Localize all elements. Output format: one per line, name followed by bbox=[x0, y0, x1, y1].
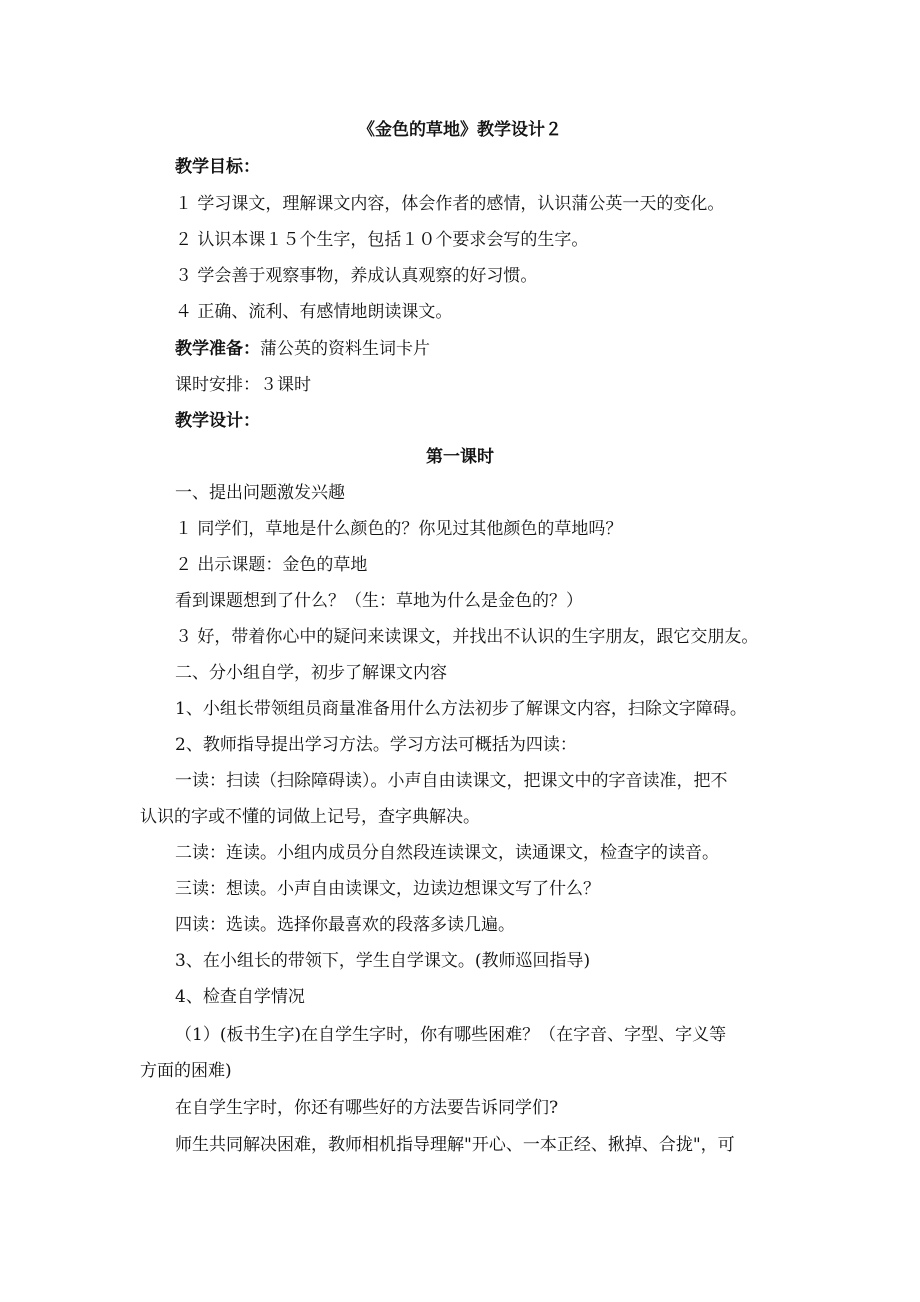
lesson-line: １ 同学们，草地是什么颜色的？你见过其他颜色的草地吗？ bbox=[175, 519, 623, 539]
goal-item: ２ 认识本课１５个生字，包括１０个要求会写的生字。 bbox=[175, 230, 589, 250]
lesson-line: 二读：连读。小组内成员分自然段连读课文，读通课文，检查字的读音。 bbox=[175, 843, 719, 863]
lesson-line: 看到课题想到了什么？（生：草地为什么是金色的？） bbox=[175, 591, 583, 611]
lesson-line: 3、在小组长的带领下，学生自学课文。(教师巡回指导) bbox=[175, 951, 591, 971]
prep-label: 教学准备： bbox=[175, 339, 260, 359]
lesson-line: 二、分小组自学，初步了解课文内容 bbox=[175, 663, 447, 683]
prep-text: 蒲公英的资料生词卡片 bbox=[260, 339, 430, 359]
lesson-line: （1）(板书生字)在自学生字时，你有哪些困难？（在字音、字型、字义等 bbox=[175, 1025, 727, 1045]
design-heading: 教学设计： bbox=[175, 411, 260, 431]
prep-line bbox=[175, 337, 430, 361]
goal-item: １ 学习课文，理解课文内容，体会作者的感情，认识蒲公英一天的变化。 bbox=[175, 194, 725, 214]
goal-item: ４ 正确、流利、有感情地朗读课文。 bbox=[175, 302, 453, 322]
lesson-line: 方面的困难) bbox=[140, 1061, 232, 1081]
goals-heading: 教学目标： bbox=[175, 157, 260, 177]
document-title: 《金色的草地》教学设计２ bbox=[358, 120, 562, 140]
lesson-heading: 第一课时 bbox=[426, 447, 494, 467]
lesson-line: ３ 好，带着你心中的疑问来读课文，并找出不认识的生字朋友，跟它交朋友。 bbox=[175, 627, 759, 647]
schedule-line: 课时安排：３课时 bbox=[175, 375, 311, 395]
lesson-line: 一、提出问题激发兴趣 bbox=[175, 483, 345, 503]
lesson-line: 四读：选读。选择你最喜欢的段落多读几遍。 bbox=[175, 915, 515, 935]
lesson-line: 师生共同解决困难，教师相机指导理解"开心、一本正经、揪掉、合拢"，可 bbox=[175, 1135, 735, 1155]
lesson-line: 在自学生字时，你还有哪些好的方法要告诉同学们? bbox=[175, 1098, 559, 1118]
lesson-line: 2、教师指导提出学习方法。学习方法可概括为四读： bbox=[175, 735, 577, 755]
goal-item: ３ 学会善于观察事物，养成认真观察的好习惯。 bbox=[175, 266, 538, 286]
lesson-line: 1、小组长带领组员商量准备用什么方法初步了解课文内容，扫除文字障碍。 bbox=[175, 699, 747, 719]
lesson-line: 4、检查自学情况 bbox=[175, 987, 305, 1007]
lesson-line: 三读：想读。小声自由读课文，边读边想课文写了什么？ bbox=[175, 879, 600, 899]
lesson-line: 认识的字或不懂的词做上记号，查字典解决。 bbox=[140, 807, 480, 827]
lesson-line: 一读：扫读（扫除障碍读）。小声自由读课文，把课文中的字音读准，把不 bbox=[175, 771, 728, 791]
lesson-line: ２ 出示课题：金色的草地 bbox=[175, 555, 368, 575]
